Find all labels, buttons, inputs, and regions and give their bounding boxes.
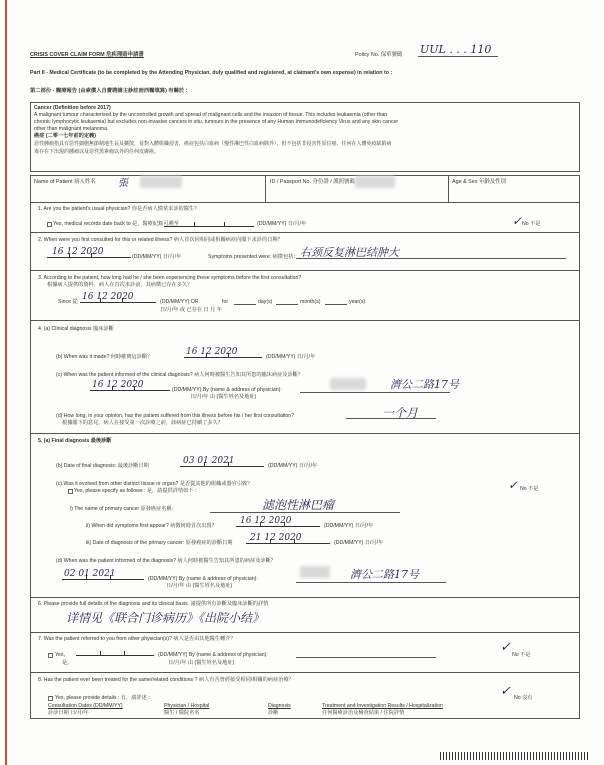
redaction xyxy=(355,176,395,188)
q5c-text: (c) Was it evolved from other distinct tissue or organ? 是否從其他的組織或器官引致？ xyxy=(56,481,253,487)
q3-text: 3. According to the patient, how long had he / she been experiencing these symptoms before the first consultation? xyxy=(38,275,302,281)
q5d-by-cn: 日/月/年 由 (醫生姓名及地址) xyxy=(166,583,233,589)
q7-text: 7. Was the patient referred to you from other physician(s)? 病人是否由其他醫生轉介？ xyxy=(38,636,236,642)
definition-line: chronic lymphocytic leukaemia) but excludes non-invasive cancers in situ, tumours in the presence of any Human Immunodeficiency Virus and any skin cancer xyxy=(34,119,399,125)
q5i-value[interactable]: 滤泡性淋巴瘤 xyxy=(262,498,335,512)
q4c-by-cn: 日/月/年 由 (醫生姓名及地址) xyxy=(190,394,257,400)
definition-line: A malignant tumour characterised by the uncontrolled growth and spread of malignant cells and the invasion of tissue. This includes leukaemia (other than xyxy=(34,112,388,118)
part-title-cn: 第二部份 - 醫療報告 (由索償人自費聘請主診註冊西醫填寫) 有關於 : xyxy=(30,88,188,94)
q3-date-value: 16 12 2020 xyxy=(82,292,134,302)
redaction xyxy=(300,566,330,578)
q8-col-consultation: Consultation Dates (DD/MM/YY) xyxy=(48,703,123,709)
q7-no-tick: ✓ xyxy=(500,640,511,655)
q5ii-text: ii) When did symptoms first appear? 病徵何時首次出現？ xyxy=(86,523,217,529)
redaction xyxy=(140,176,182,188)
q4c-physician-value[interactable]: 濟公二路17号 xyxy=(390,378,459,391)
q4d-text: (d) How long, in your opinion, has the patient suffered from this illness before his / her first consultation? xyxy=(56,413,295,419)
q7-by-cn: 日/月/年 由 (醫生姓名及地址) xyxy=(168,660,235,666)
q4c-text: (c) When was the patient informed of the clinical diagnosis? 病人何時被醫生告知其所患的臨床病症及診斷？ xyxy=(56,372,304,378)
q5iii-date-format: (DD/MM/YY) 日/月/年 xyxy=(334,540,384,546)
definition-line: other than malignant melanoma. xyxy=(34,126,109,132)
q8-yes-label: Yes, please provide details : 有，請詳述 : xyxy=(55,695,150,701)
q3-year-label: year(s) xyxy=(349,299,366,305)
q8-text: 8. Has the patient ever been treated for the same/related conditions ? 病人有否曾經接受相同/相關的病症治療？ xyxy=(38,677,294,683)
q7-yes-cn: 是， xyxy=(62,660,73,666)
q8-no-label: No 沒有 xyxy=(514,695,533,701)
q3-day-label: day(s) xyxy=(258,299,273,305)
q4b-date-value: 16 12 2020 xyxy=(186,347,238,357)
q4-head: 4. (a) Clinical diagnosis 臨床診斷 xyxy=(38,326,114,332)
q8-col-diagnosis-cn: 診斷 xyxy=(268,710,279,716)
q1-text: 1. Are you the patient's usual physician? 你是否病人慣常求診的醫生？ xyxy=(38,206,200,212)
q7-date-field[interactable] xyxy=(76,649,154,656)
q4b-date-format: (DD/MM/YY) 日/月/年 xyxy=(266,354,316,360)
q5c-no-label: No 不是 xyxy=(520,486,539,492)
q1-no-label: No 不是 xyxy=(522,221,541,227)
q4c-date-value: 16 12 2020 xyxy=(92,380,144,390)
definition-title: Cancer (Definition before 2017) xyxy=(34,105,111,111)
q7-yes-label: Yes, xyxy=(55,652,65,658)
q4d-value[interactable]: 一个月 xyxy=(382,406,419,420)
barcode xyxy=(440,752,590,760)
q8-col-treatment: Treatment and Investigation Results / Hospitalization xyxy=(322,703,443,709)
form-title: CRISIS COVER CLAIM FORM 危疾理賠申請書 xyxy=(30,52,144,58)
q5i-text: i) The name of primary cancer 原發癌症名稱： xyxy=(70,506,177,512)
q5c-no-tick: ✓ xyxy=(508,478,519,492)
q5ii-date-value: 16 12 2020 xyxy=(240,516,292,526)
q8-col-physician-cn: 醫生 / 醫院名名 xyxy=(164,710,200,716)
q5ii-date-format: (DD/MM/YY) 日/月/年 xyxy=(324,523,374,529)
definition-line-cn: 毒存在下出現的腫瘤以及惡性黑素瘤以外的任何皮膚癌。 xyxy=(34,149,160,155)
q5c-yes-checkbox[interactable] xyxy=(68,489,73,494)
q5d-text: (d) When was the patient informed of the diagnosis? 病人何時被醫生告知其所患的病症及診斷？ xyxy=(56,558,276,564)
q4c-by: (DD/MM/YY) By (name & address of physician): xyxy=(172,387,282,393)
q7-by: (DD/MM/YY) By (name & address of physician): xyxy=(158,652,268,658)
definition-title-cn: 癌症 (二零一七年前的定義) xyxy=(34,133,96,139)
q3-since-label: Since 從 xyxy=(58,299,78,305)
q5-head: 5. (a) Final diagnosis 最後診斷 xyxy=(38,438,112,444)
policy-value: UUL . . . 110 xyxy=(420,43,492,56)
q6-value[interactable]: 详情见《联合门诊病历》《出院小结》 xyxy=(66,611,265,625)
q3-cn-row: 日/月/年 或 已存在 日 月 年 xyxy=(160,307,222,313)
q4b-text: (b) When was it made? 何時確實這診斷？ xyxy=(56,354,153,360)
q5c-yes-label: Yes, please specify as follows : 是，請提供詳情如下 : xyxy=(74,488,197,494)
q5iii-text: iii) Date of diagnosis of the primary cancer: 原發癌症的診斷日期 xyxy=(86,540,233,546)
q3-for-label: for xyxy=(222,299,229,305)
q5b-date-value: 03 01 2021 xyxy=(183,456,235,466)
definition-line-cn: 惡性腫瘤指具有惡性細胞無節制地生長及擴散，並對入體組織侵害，癌症包括白血病（慢性淋巴性白血病除外），但不包括非侵害性原位癌、任何在人體免疫缺陷病 xyxy=(34,141,392,147)
part-title: Part II - Medical Certificate (to be completed by the Attending Physician, duly qualified and registered, at claimant's own expense) in relation to : xyxy=(30,70,393,76)
q2-date-value: 16 12 2020 xyxy=(52,247,104,257)
q2-date-format: (DD/MM/YY) 日/月/年 xyxy=(132,254,182,260)
q1-date-field[interactable] xyxy=(164,220,254,227)
policy-label: Policy No. 保單號碼 xyxy=(355,52,403,58)
q3-date-format: (DD/MM/YY) OR xyxy=(160,299,199,305)
q5iii-date-value: 21 12 2020 xyxy=(250,533,302,543)
id-label: ID / Passport No. 身份證 / 護照號碼 xyxy=(270,179,355,185)
q7-no-label: No 不是 xyxy=(512,652,531,658)
q1-no-tick: ✓ xyxy=(512,214,523,228)
age-sex-label: Age & Sex 年齡及性別 xyxy=(452,179,506,185)
q8-col-treatment-cn: 任何醫療診治及檢查結果 / 住院詳情 xyxy=(322,710,405,716)
q3-text-cn: 根據病人提供的資料，病人在首次求診前，其病徵已存在多久？ xyxy=(47,282,193,288)
q4d-text-cn: 根據閣下的意見，病人在接受第一次診療之前，該病症已持續了多久？ xyxy=(62,420,223,426)
q5b-text: (b) Date of final diagnosis: 最後診斷日期 xyxy=(56,463,149,469)
q5b-date-format: (DD/MM/YY) 日/月/年 xyxy=(268,463,318,469)
q3-month-label: month(s) xyxy=(300,299,321,305)
q5d-date-value: 02 01 2021 xyxy=(64,569,116,579)
q8-col-diagnosis: Diagnosis xyxy=(268,703,291,709)
page-margin-line xyxy=(5,0,7,765)
q1-yes-checkbox[interactable] xyxy=(47,222,52,227)
q8-yes-checkbox[interactable] xyxy=(48,696,53,701)
q8-col-consultation-cn: 診診日期 日/月/年 xyxy=(48,710,89,716)
q7-yes-checkbox[interactable] xyxy=(48,653,53,658)
patient-name-value[interactable]: 張 xyxy=(118,178,128,189)
q6-text: 6. Please provide full details of the diagnosis and its clinical basis. 請提供所有診斷及臨床診斷的詳情 xyxy=(38,601,269,607)
q5d-physician-value[interactable]: 濟公二路17号 xyxy=(350,568,419,581)
q2-symptoms-value[interactable]: 右颈反复淋巴结肿大 xyxy=(300,246,399,259)
q8-col-physician: Physician / Hospital xyxy=(164,703,210,709)
q1-date-format: (DD/MM/YY) 日/月/年 xyxy=(257,221,307,227)
redaction xyxy=(330,378,366,390)
patient-name-label: Name of Patient 病人姓名 xyxy=(34,179,96,185)
q2-symptoms-label: Symptoms presented were: 病徵包括： xyxy=(208,254,299,260)
q8-no-tick: ✓ xyxy=(500,684,511,699)
q1-yes-label: Yes, medical records date back to 是，醫療紀錄可溯至 xyxy=(53,221,179,227)
q5d-by: (DD/MM/YY) By (name & address of physician): xyxy=(148,576,258,582)
q2-text: 2. When were you first consulted for this or related illness? 病人首次因相同或相關病症向閣下求診的日期？ xyxy=(38,237,283,243)
